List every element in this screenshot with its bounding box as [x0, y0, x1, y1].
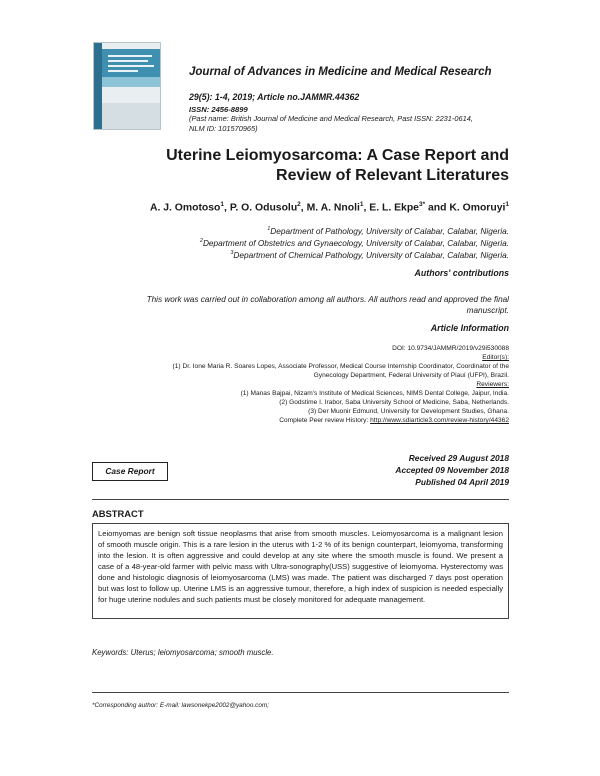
contributions-heading: Authors' contributions: [414, 268, 509, 278]
contributions-text: This work was carried out in collaboration among all authors. All authors read and approved the final manuscript.: [146, 295, 509, 315]
issn: ISSN: 2456-8899: [189, 105, 248, 114]
case-report-label: Case Report: [92, 462, 168, 481]
paper-title: Uterine Leiomyosarcoma: A Case Report and Review of Relevant Literatures: [166, 147, 509, 184]
keywords: Keywords: Uterus; leiomyosarcoma; smooth muscle.: [92, 648, 274, 657]
accepted-date: Accepted 09 November 2018: [395, 465, 509, 475]
past-name-note: (Past name: British Journal of Medicine and Medical Research, Past ISSN: 2231-0614, NLM ID: 101570965): [189, 114, 473, 133]
volume-info: 29(5): 1-4, 2019; Article no.JAMMR.44362: [189, 92, 360, 102]
article-info: DOI: 10.9734/JAMMR/2019/v29i530088 Editor(s): (1) Dr. Ione Maria R. Soares Lopes, Associate Professor, Medical Course Internship Coordinator, Coordinator of the Gynecology Department, Federal University of Piauí (UFPI), Brazil. Reviewers: (1) Manas Bajpai, Nizam's Institute of Medical Sciences, NIMS Dental College, Jaipur, India. (2) Godstime I. Irabor, Saba University School of Medicine, Saba, Netherlands. (3) Der Muonir Edmund, University for Development Studies, Ghana. Complete Peer review History: http://www.sdiarticle3.com/review-history/44362: [172, 345, 509, 424]
article-info-heading: Article Information: [430, 323, 509, 333]
journal-name: Journal of Advances in Medicine and Medical Research: [189, 66, 492, 78]
corresponding-author: *Corresponding author: E-mail: lawsonekpe2002@yahoo.com;: [92, 702, 270, 709]
review-history-link[interactable]: http://www.sdiarticle3.com/review-history/44362: [370, 417, 509, 424]
divider: [92, 499, 509, 500]
affiliation: $^2$Department of Obstetrics and Gynaecology, University of Calabar, Calabar, Nigeria.: [199, 238, 509, 248]
published-date: Published 04 April 2019: [415, 477, 509, 487]
footnote-divider: [92, 692, 509, 693]
affiliation: $^3$Department of Chemical Pathology, University of Calabar, Calabar, Nigeria.: [230, 250, 509, 260]
abstract-text: Leiomyomas are benign soft tissue neoplasms that arise from smooth muscles. Leiomyosarcoma is a malignant lesion of smooth muscle origin. This is a rare lesion in the uterus with 1-2 % of its benign counterpart, leiomyoma, transforming into the lesion. It is often aggressive and could develop at any site where the smooth muscle is found. We present a case of a 48-year-old farmer with pelvic mass with Ultra-sonography(USS) suggestive of leiomyoma. Hysterectomy was done and histologic diagnosis of leiomyosarcoma (LMS) was made. The patient was discharged 7 days post operation but was lost to follow up. Uterine LMS is an aggressive tumour, therefore, a high index of suspicion is needed especially for huge uterine nodules and such patients must be closely monitored for adequate management.: [92, 523, 509, 619]
author-list: A. J. Omotoso$^1$, P. O. Odusolu$^2$, M. A. Nnoli$^1$, E. L. Ekpe$^{3*}$ and K. Omoruyi$^1$: [149, 201, 509, 214]
affiliation: $^1$Department of Pathology, University of Calabar, Calabar, Nigeria.: [267, 226, 509, 236]
abstract-heading: ABSTRACT: [92, 508, 144, 519]
received-date: Received 29 August 2018: [408, 453, 509, 463]
journal-cover-image: [93, 42, 161, 130]
